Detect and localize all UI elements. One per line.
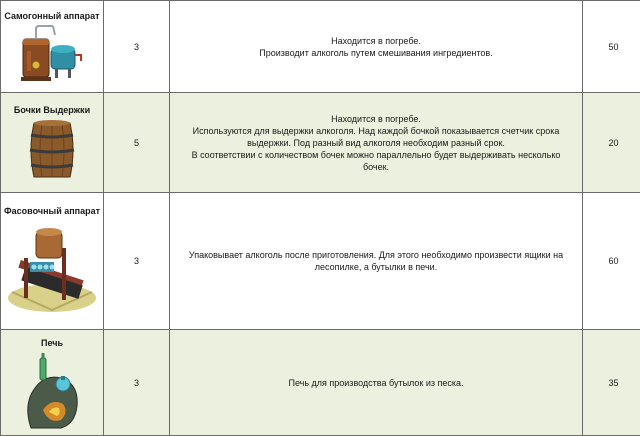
description-text (170, 377, 582, 389)
quantity-cell: 3 (104, 330, 170, 436)
description-line: Используются для выдержки алкоголя. Над каждой бочкой показывается счетчик срока выдержки. Под разный вид алкоголя необходим разный срок. (178, 125, 574, 149)
description-text (170, 249, 582, 273)
table-row (1, 93, 640, 193)
item-cell (1, 93, 104, 193)
description-line: Производит алкоголь путем смешивания ингредиентов. (178, 47, 574, 59)
description-cell (170, 330, 583, 436)
item-cell (1, 330, 104, 436)
aging-barrel-icon (22, 117, 82, 183)
description-line: Находится в погребе. (178, 35, 574, 47)
description-line: Печь для производства бутылок из песка. (178, 377, 574, 389)
price-cell: 35 (583, 330, 640, 436)
table-row (1, 193, 640, 330)
item-name: Самогонный аппарат (1, 9, 103, 22)
description-line: Находится в погребе. (178, 113, 574, 125)
description-line: В соответствии с количеством бочек можно параллельно будет выдерживать несколько бочек. (178, 149, 574, 173)
table-row (1, 330, 640, 436)
item-cell (1, 1, 104, 93)
item-name: Фасовочный аппарат (1, 204, 103, 217)
item-cell (1, 193, 104, 330)
description-cell (170, 93, 583, 193)
item-name: Печь (1, 336, 103, 349)
item-name: Бочки Выдержки (1, 103, 103, 116)
moonshine-still-icon (19, 23, 85, 85)
price-cell: 20 (583, 93, 640, 193)
price-cell: 50 (583, 1, 640, 93)
packing-machine-icon (4, 218, 100, 318)
description-line: Упаковывает алкоголь после приготовления. Для этого необходимо произвести ящики на лесопилке, а бутылки в печи. (178, 249, 574, 273)
quantity-cell: 3 (104, 193, 170, 330)
description-text (170, 35, 582, 59)
table-row (1, 1, 640, 93)
price-cell: 60 (583, 193, 640, 330)
quantity-cell: 5 (104, 93, 170, 193)
description-cell (170, 1, 583, 93)
furnace-icon (21, 350, 83, 430)
quantity-cell: 3 (104, 1, 170, 93)
description-cell (170, 193, 583, 330)
description-text (170, 113, 582, 173)
